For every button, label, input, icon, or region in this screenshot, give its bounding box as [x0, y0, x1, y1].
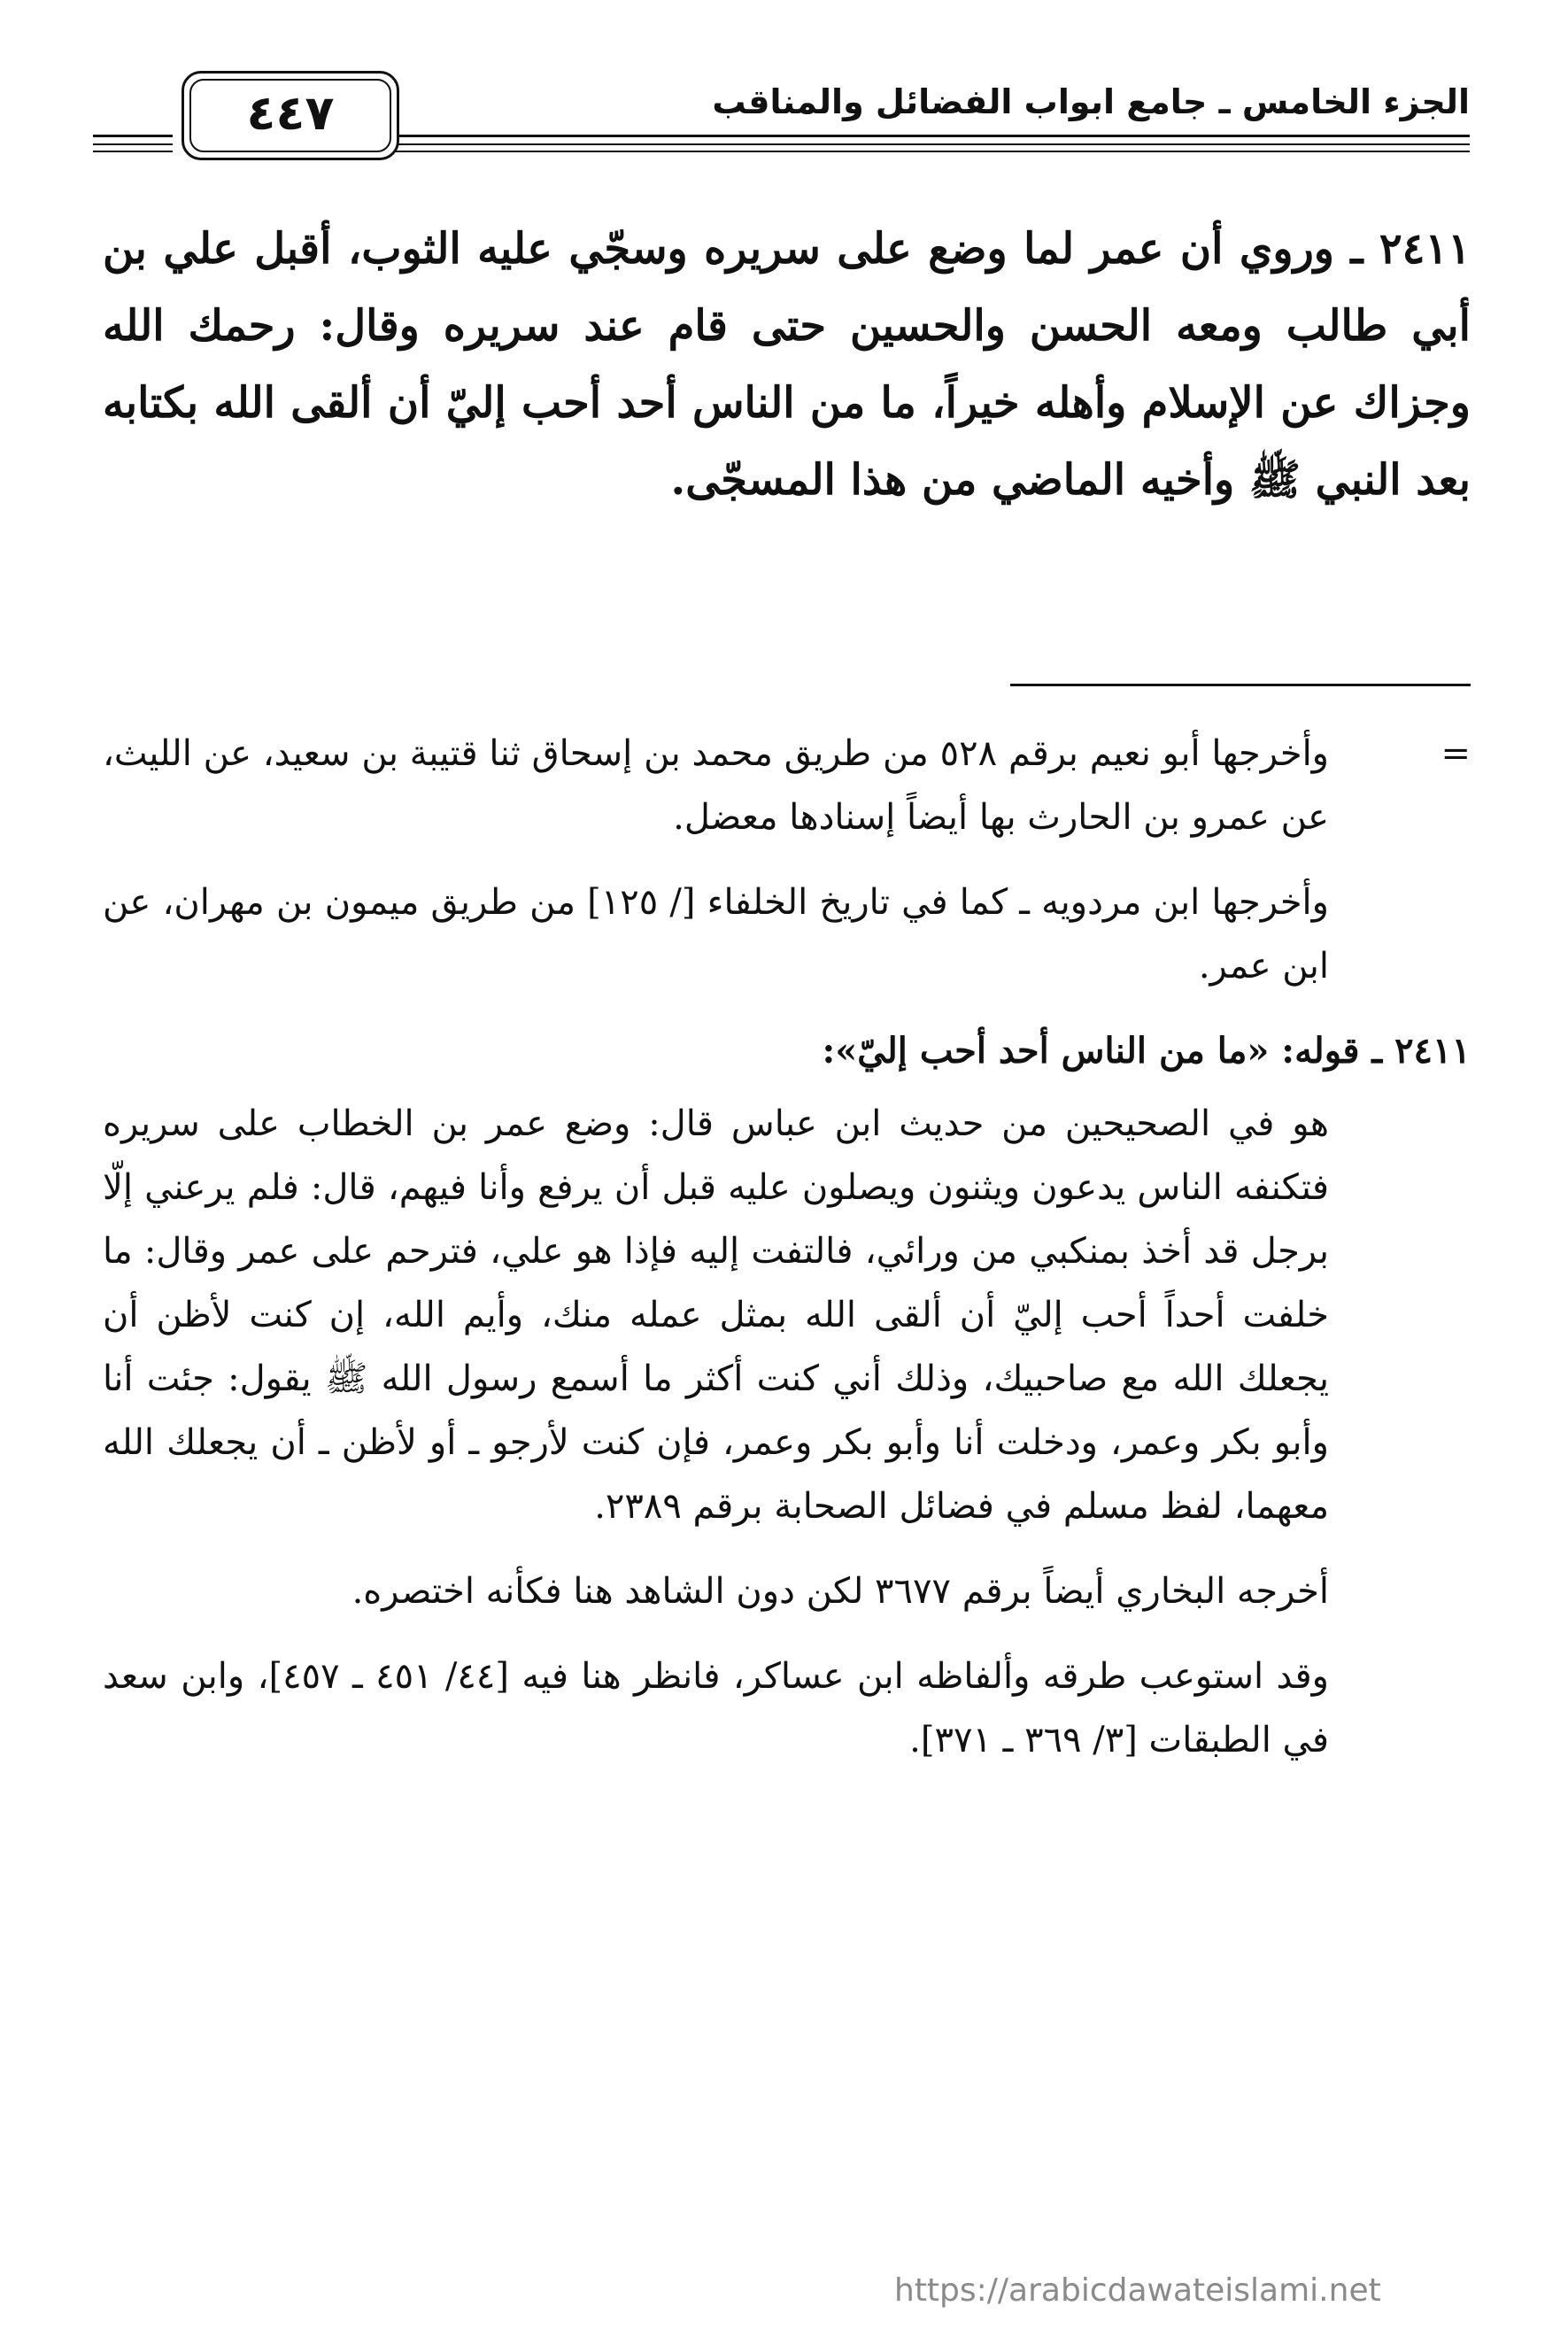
footnotes [103, 722, 1471, 1793]
page-header [93, 62, 1470, 159]
footnote-paragraph: أخرجه البخاري أيضاً برقم ٣٦٧٧ لكن دون الشاهد هنا فكأنه اختصره. [351, 1571, 1329, 1612]
header-rule [305, 151, 1470, 152]
header-rule [93, 135, 173, 137]
footnote-paragraph: هو في الصحيحين من حديث ابن عباس قال: وضع عمر بن الخطاب على سريره فتكنفه الناس يدعون ويثنون ويصلون عليه قبل أن يرفع وأنا فيهم، قال: فلم يرعني إلّا برجل قد أخذ بمنكبي من ورائي، فالتفت إليه فإذا هو علي، فترحم على عمر وقال: ما خلفت أحداً أحب إليّ أن ألقى الله بمثل عمله منك، وأيم الله، إن كنت لأظن أن يجعلك الله مع صاحبيك، وذلك أني كنت أكثر ما أسمع رسول الله ﷺ يقول: جئت أنا وأبو بكر وعمر، ودخلت أنا وأبو بكر وعمر، فإن كنت لأرجو ـ أو لأظن ـ أن يجعلك الله معهما، لفظ مسلم في فضائل الصحابة برقم ٢٣٨٩. [103, 1103, 1329, 1527]
footnote-continuation-marker: = [1441, 733, 1471, 774]
footnote-paragraph: وقد استوعب طرقه وألفاظه ابن عساكر، فانظر هنا فيه [٤٤/ ٤٥١ ـ ٤٥٧]، وابن سعد في الطبقات [٣/ ٣٦٩ ـ ٣٧١]. [103, 1656, 1329, 1760]
header-rule [305, 143, 1470, 145]
footnote-heading: ٢٤١١ ـ قوله: «ما من الناس أحد أحب إليّ»: [822, 1030, 1471, 1072]
page-number: ٤٤٧ [246, 85, 335, 141]
header-rule [305, 135, 1470, 137]
main-entry-text: ٢٤١١ ـ وروي أن عمر لما وضع على سريره وسجّي عليه الثوب، أقبل علي بن أبي طالب ومعه الحسن والحسين حتى قام عند سريره وقال: رحمك الله وجزاك عن الإسلام وأهله خيراً، ما من الناس أحد أحب إليّ أن ألقى الله بكتابه بعد النبي ﷺ وأخيه الماضي من هذا المسجّى. [103, 224, 1471, 505]
watermark-url: https://arabicdawateislami.net [894, 2272, 1381, 2309]
running-header-title: الجزء الخامس ـ جامع ابواب الفضائل والمناقب [712, 82, 1470, 121]
footnote-paragraph: وأخرجها أبو نعيم برقم ٥٢٨ من طريق محمد بن إسحاق ثنا قتيبة بن سعيد، عن الليث، عن عمرو بن الحارث بها أيضاً إسنادها معضل. [103, 733, 1329, 838]
page-number-frame [182, 71, 399, 160]
header-rule [93, 143, 173, 145]
header-rule [93, 151, 173, 152]
footnote-separator [1010, 684, 1471, 686]
footnote-paragraph: وأخرجها ابن مردويه ـ كما في تاريخ الخلفاء [/ ١٢٥] من طريق ميمون بن مهران، عن ابن عمر. [103, 882, 1329, 987]
